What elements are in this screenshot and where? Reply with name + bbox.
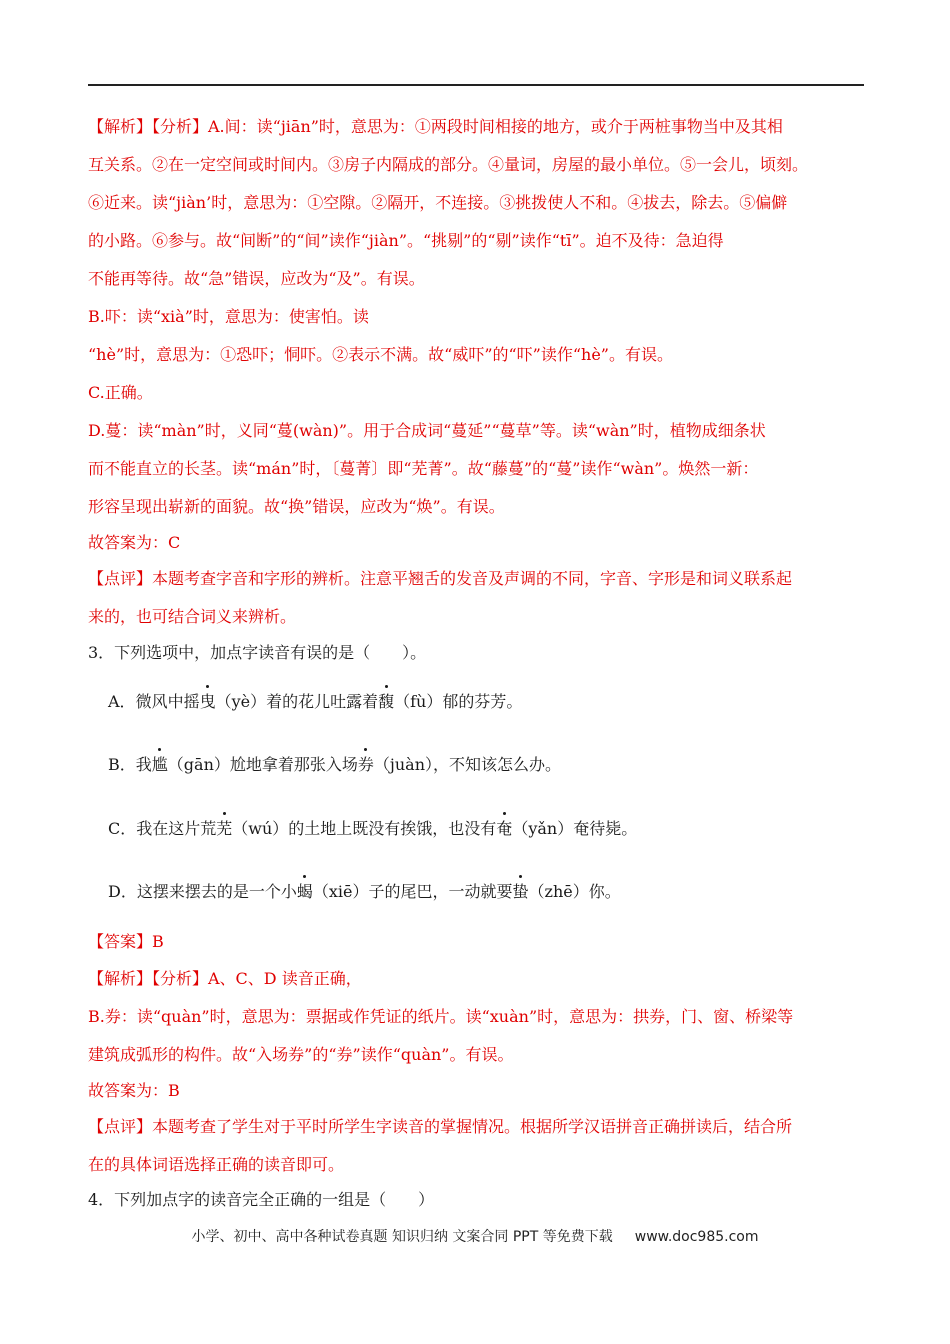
dotted-char: 尴 <box>151 755 168 774</box>
dotted-char: 馥 <box>378 692 395 711</box>
q3-option-c: C．我在这片荒芜（wú）的土地上既没有挨饿，也没有奄（yǎn）奄待毙。 <box>108 819 638 838</box>
q3-analysis-line-1: 【解析】【分析】A、C、D 读音正确， <box>88 969 362 988</box>
option-label: C． <box>108 819 137 838</box>
footer-text: 小学、初中、高中各种试卷真题 知识归纳 文案合同 PPT 等免费下载 <box>191 1229 613 1245</box>
dotted-char: 蛰 <box>512 882 529 901</box>
analysis-c-line: C.正确。 <box>88 383 153 402</box>
dotted-char: 奄 <box>496 819 513 838</box>
footer-site-link[interactable]: www.doc985.com <box>634 1229 759 1245</box>
q3-option-d: D．这摆来摆去的是一个小蝎（xiē）子的尾巴，一动就要蛰（zhē）你。 <box>108 882 621 901</box>
option-label: D． <box>108 882 137 901</box>
analysis-a-line-3: ⑥近来。读“jiàn’时，意思为：①空隙。②隔开，不连接。③挑拨使人不和。④拔去，除去。⑤偏僻 <box>88 193 788 212</box>
dotted-char: 芜 <box>216 819 233 838</box>
comment-line-2: 来的，也可结合词义来辨析。 <box>88 607 297 626</box>
q3-answer: 【答案】B <box>88 932 164 951</box>
page-footer <box>0 1226 950 1246</box>
analysis-b-line-1: B.吓：读“xià”时，意思为：使害怕。读 <box>88 307 369 326</box>
analysis-a-line-4: 的小路。⑥参与。故“间断”的“间”读作“jiàn”。“挑剔”的“剔”读作“tī”。迫不及待：急迫得 <box>88 231 724 250</box>
header-rule <box>88 84 864 86</box>
q3-analysis-line-2: B.券：读“quàn”时，意思为：票据或作凭证的纸片。读“xuàn”时，意思为：拱券，门、窗、桥梁等 <box>88 1007 794 1026</box>
analysis-d-line-2: 而不能直立的长茎。读“mán”时，〔蔓菁〕即“芜菁”。故“藤蔓”的“蔓”读作“wàn”。焕然一新： <box>88 459 759 478</box>
q4-stem: 4．下列加点字的读音完全正确的一组是（ ） <box>88 1190 435 1209</box>
q3-answer-line: 故答案为：B <box>88 1081 180 1100</box>
comment-line-1: 【点评】本题考查字音和字形的辨析。注意平翘舌的发音及声调的不同，字音、字形是和词义联系起 <box>88 569 793 588</box>
analysis-a-line-5: 不能再等待。故“急”错误，应改为“及”。有误。 <box>88 269 425 288</box>
q3-stem: 3．下列选项中，加点字读音有误的是（ ）。 <box>88 643 427 662</box>
option-label: A． <box>108 692 136 711</box>
analysis-d-line-1: D.蔓：读“màn”时，义同“蔓(wàn)”。用于合成词“蔓延”“蔓草”等。读“wàn”时，植物成细条状 <box>88 421 766 440</box>
q3-comment-line-1: 【点评】本题考查了学生对于平时所学生字读音的掌握情况。根据所学汉语拼音正确拼读后，结合所 <box>88 1117 793 1136</box>
dotted-char: 券 <box>357 755 374 774</box>
analysis-a-line-2: 互关系。②在一定空间或时间内。③房子内隔成的部分。④量词，房屋的最小单位。⑤一会儿，顷刻。 <box>88 155 809 174</box>
analysis-d-line-3: 形容呈现出崭新的面貌。故“换”错误，应改为“焕”。有误。 <box>88 497 505 516</box>
q3-option-b: B．我尴（gān）尬地拿着那张入场券（juàn），不知该怎么办。 <box>108 755 562 774</box>
answer-line-c: 故答案为：C <box>88 533 181 552</box>
option-label: B． <box>108 755 136 774</box>
q3-comment-line-2: 在的具体词语选择正确的读音即可。 <box>88 1155 345 1174</box>
analysis-a-line-1: 【解析】【分析】A.间：读“jiān”时，意思为：①两段时间相接的地方，或介于两桩事物当中及其相 <box>88 117 783 136</box>
dotted-char: 曳 <box>199 692 216 711</box>
analysis-b-line-2: “hè”时，意思为：①恐吓；恫吓。②表示不满。故“威吓”的“吓”读作“hè”。有误。 <box>88 345 673 364</box>
q3-option-a: A．微风中摇曳（yè）着的花儿吐露着馥（fù）郁的芬芳。 <box>108 692 523 711</box>
dotted-char: 蝎 <box>296 882 313 901</box>
q3-analysis-line-3: 建筑成弧形的构件。故“入场券”的“券”读作“quàn”。有误。 <box>88 1045 514 1064</box>
